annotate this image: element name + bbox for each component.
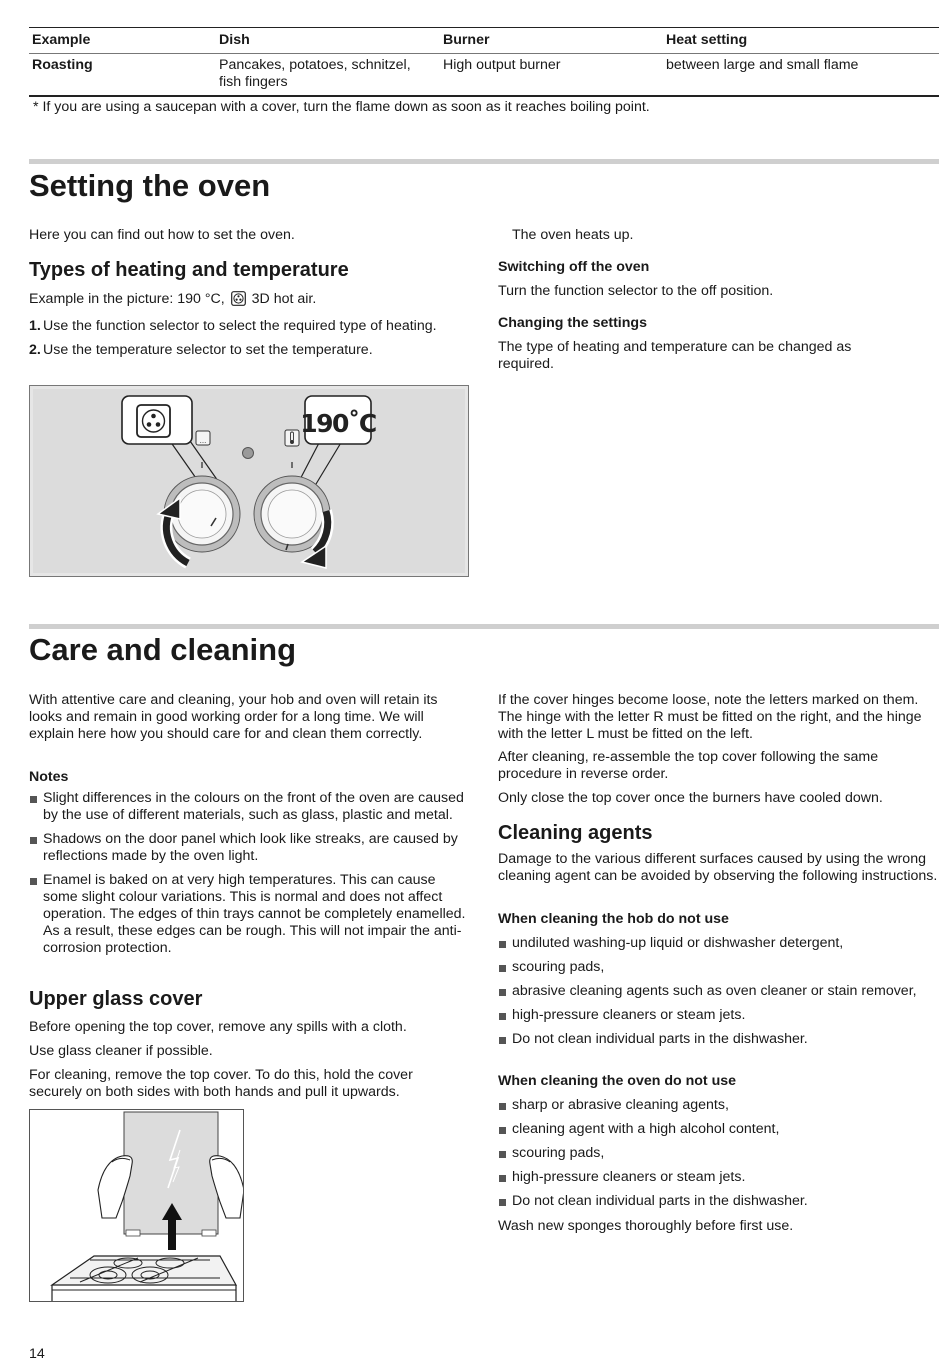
- list-item: [29, 318, 469, 335]
- square-bullet-icon: [499, 989, 506, 996]
- step-number: 1.: [29, 318, 41, 334]
- upper-glass-p1: Before opening the top cover, remove any spills with a cloth.: [29, 1019, 407, 1035]
- cooking-table: [29, 27, 939, 97]
- list-item-text: high-pressure cleaners or steam jets.: [512, 1007, 746, 1023]
- oven-controls-illustration: [30, 386, 468, 576]
- list-item-text: Do not clean individual parts in the dishwasher.: [512, 1031, 808, 1047]
- close-cover-text: Only close the top cover once the burners have cooled down.: [498, 790, 883, 806]
- table-cell-heat-setting: between large and small flame: [666, 57, 859, 73]
- hinges-text: If the cover hinges become loose, note the letters marked on them. The hinge with the letter R must be fitted on the right, and the hinge with the letter L must be fitted on the left.: [498, 692, 922, 742]
- reassemble-text: After cleaning, re-assemble the top cover following the same procedure in reverse order.: [498, 749, 879, 782]
- list-item-text: undiluted washing-up liquid or dishwasher detergent,: [512, 935, 844, 951]
- section-divider-care: [29, 624, 939, 629]
- glass-cover-figure: [29, 1109, 244, 1302]
- list-item-text: Do not clean individual parts in the dishwasher.: [512, 1193, 808, 1209]
- oven-controls-figure: [29, 385, 469, 577]
- step-text: Use the function selector to select the required type of heating.: [43, 318, 437, 334]
- square-bullet-icon: [499, 965, 506, 972]
- list-item-text: scouring pads,: [512, 959, 605, 975]
- list-item-text: high-pressure cleaners or steam jets.: [512, 1169, 746, 1185]
- glass-cover-illustration: [30, 1110, 243, 1301]
- square-bullet-icon: [499, 941, 506, 948]
- list-item: [29, 342, 469, 359]
- square-bullet-icon: [499, 1199, 506, 1206]
- list-item: [498, 1097, 938, 1114]
- table-header-dish: Dish: [219, 32, 250, 48]
- switching-off-heading: Switching off the oven: [498, 259, 650, 275]
- upper-glass-heading: Upper glass cover: [29, 988, 203, 1010]
- section-title-care: Care and cleaning: [29, 632, 297, 667]
- svg-text:...: ...: [199, 436, 207, 445]
- square-bullet-icon: [499, 1151, 506, 1158]
- note-text: Shadows on the door panel which look like streaks, are caused by reflections made by the oven light.: [43, 831, 458, 864]
- list-item: [498, 1031, 938, 1048]
- table-cell-dish-line2: fish fingers: [219, 74, 288, 90]
- step-number: 2.: [29, 342, 41, 358]
- table-cell-dish-line1: Pancakes, potatoes, schnitzel,: [219, 57, 411, 73]
- list-item: [498, 1169, 938, 1186]
- list-item: [498, 935, 938, 952]
- square-bullet-icon: [499, 1127, 506, 1134]
- table-header-burner: Burner: [443, 32, 490, 48]
- sponges-text: Wash new sponges thoroughly before first use.: [498, 1218, 794, 1234]
- square-bullet-icon: [499, 1175, 506, 1182]
- list-item: [29, 790, 469, 824]
- notes-list: [29, 790, 469, 964]
- setting-oven-intro: Here you can find out how to set the oven.: [29, 227, 295, 243]
- list-item: [498, 1121, 938, 1138]
- example-picture-text-a: Example in the picture: 190 °C,: [29, 291, 225, 307]
- table-footnote: * If you are using a saucepan with a cover, turn the flame down as soon as it reaches boiling point.: [33, 99, 650, 115]
- types-heating-heading: Types of heating and temperature: [29, 259, 349, 281]
- changing-settings-text: The type of heating and temperature can be changed as required.: [498, 339, 852, 372]
- notes-heading: Notes: [29, 769, 69, 785]
- square-bullet-icon: [30, 837, 37, 844]
- switching-off-text: Turn the function selector to the off position.: [498, 283, 774, 299]
- step-text: Use the temperature selector to set the temperature.: [43, 342, 373, 358]
- list-item: [498, 983, 938, 1000]
- note-text: Slight differences in the colours on the front of the oven are caused by the use of different materials, such as glass, plastic and metal.: [43, 790, 464, 823]
- table-header-row: [29, 28, 939, 53]
- list-item: [29, 831, 469, 865]
- list-item: [498, 1193, 938, 1210]
- list-item-text: abrasive cleaning agents such as oven cleaner or stain remover,: [512, 983, 917, 999]
- table-cell-dish: [219, 57, 443, 95]
- cleaning-agents-intro: Damage to the various different surfaces caused by using the wrong cleaning agent can be avoided by observing the following instructions.: [498, 851, 938, 884]
- square-bullet-icon: [499, 1103, 506, 1110]
- example-picture-text-b: 3D hot air.: [251, 291, 317, 307]
- temperature-callout: [300, 396, 376, 444]
- oven-do-not-use-list: [498, 1097, 938, 1217]
- upper-glass-p2: Use glass cleaner if possible.: [29, 1043, 213, 1059]
- hob-do-not-use-list: [498, 935, 938, 1055]
- list-item-text: sharp or abrasive cleaning agents,: [512, 1097, 729, 1113]
- section-title-setting-oven: Setting the oven: [29, 168, 271, 203]
- note-text: Enamel is baked on at very high temperatures. This can cause some slight colour variations. This is normal and does not affect operation. The edges of thin trays cannot be completely enamelled. As a result, these edges can be rough. This will not impair the anti-corrosion protection.: [43, 872, 466, 956]
- list-item: [498, 1007, 938, 1024]
- list-item: [29, 872, 469, 957]
- cleaning-agents-heading: Cleaning agents: [498, 822, 653, 844]
- upper-glass-p3: For cleaning, remove the top cover. To do this, hold the cover securely on both sides with both hands and pull it upwards.: [29, 1067, 413, 1100]
- table-header-heat-setting: Heat setting: [666, 32, 748, 48]
- oven-heats-up-text: The oven heats up.: [512, 227, 634, 243]
- hot-air-icon: [231, 291, 246, 311]
- square-bullet-icon: [499, 1013, 506, 1020]
- section-divider-setting-oven: [29, 159, 939, 164]
- square-bullet-icon: [30, 878, 37, 885]
- table-bottom-rule: [29, 95, 939, 97]
- list-item: [498, 959, 938, 976]
- page-number: 14: [29, 1346, 45, 1362]
- care-intro: With attentive care and cleaning, your hob and oven will retain its looks and remain in good working order for a long time. We will explain here how you should care for and clean them correctly.: [29, 692, 438, 742]
- table-cell-example: Roasting: [32, 57, 93, 73]
- list-item-text: scouring pads,: [512, 1145, 605, 1161]
- table-cell-burner: High output burner: [443, 57, 561, 73]
- square-bullet-icon: [499, 1037, 506, 1044]
- hob-do-not-use-heading: When cleaning the hob do not use: [498, 911, 729, 927]
- table-row: [29, 54, 939, 95]
- temperature-display: 190˚C: [300, 409, 376, 438]
- changing-settings-heading: Changing the settings: [498, 315, 647, 331]
- list-item-text: cleaning agent with a high alcohol content,: [512, 1121, 780, 1137]
- setting-oven-steps: [29, 318, 469, 366]
- list-item: [498, 1145, 938, 1162]
- oven-do-not-use-heading: When cleaning the oven do not use: [498, 1073, 737, 1089]
- example-picture-text: [29, 291, 469, 311]
- table-header-example: Example: [32, 32, 91, 48]
- square-bullet-icon: [30, 796, 37, 803]
- function-callout: [122, 396, 192, 444]
